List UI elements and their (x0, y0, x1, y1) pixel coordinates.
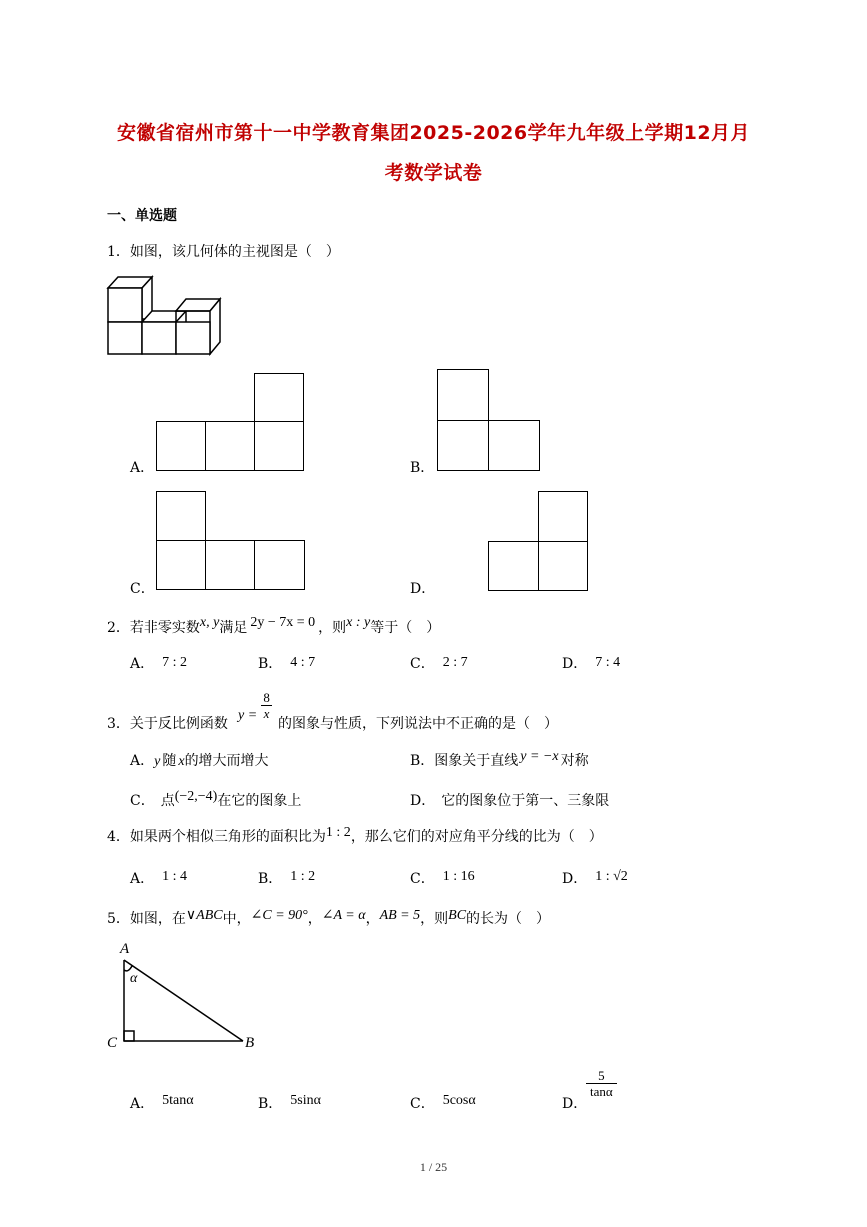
q5-option-d-fraction[interactable] (586, 1068, 617, 1099)
question-2-stem (107, 617, 440, 637)
question-1-stem: 1．如图，该几何体的主视图是（ ） (107, 244, 340, 260)
q3-option-a-label: A． (130, 753, 155, 769)
q4-option-a-label: A． (130, 871, 155, 887)
q5-option-c-label: C． (410, 1096, 435, 1112)
q5-option-a[interactable] (130, 1093, 194, 1113)
q5-fig-vertex-c: C (107, 1035, 118, 1051)
q2-option-a-value: 7 : 2 (162, 655, 188, 670)
q2-option-d[interactable] (562, 653, 620, 673)
q5-text-4: ， (365, 911, 380, 927)
q5-option-a-label: A． (130, 1096, 155, 1112)
q3-option-c[interactable] (130, 790, 301, 810)
q2-option-d-label: D． (562, 656, 588, 672)
q4-option-b-value: 1 : 2 (290, 869, 316, 884)
q1-option-b-label[interactable]: B． (410, 460, 435, 476)
title-line-1: 安徽省宿州市第十一中学教育集团2025-2026学年九年级上学期12月月 (116, 122, 751, 144)
q5-text-1: 5．如图，在 (107, 911, 186, 927)
q5-option-d-numerator: 5 (598, 1068, 605, 1083)
q5-option-c[interactable] (410, 1093, 476, 1113)
q2-option-b-value: 4 : 7 (290, 655, 316, 670)
q5-option-d[interactable] (562, 1093, 587, 1113)
q5-text-6: 的长为（ ） (466, 911, 551, 927)
q3-option-b[interactable] (410, 750, 589, 770)
q1-option-a-label[interactable]: A． (130, 460, 155, 476)
q5-option-d-denominator: tanα (586, 1083, 617, 1099)
q5-text-5: ，则 (420, 911, 449, 927)
q4-option-a-value: 1 : 4 (162, 869, 188, 884)
q2-option-c-label: C． (410, 656, 435, 672)
q3-option-d-text: 它的图象位于第一、三象限 (441, 793, 610, 809)
q4-ratio: 1 : 2 (325, 825, 351, 840)
q3-option-a-text-1: 随 (162, 753, 177, 769)
q5-option-b-value: 5sinα (290, 1093, 321, 1108)
q4-option-b-label: B． (258, 871, 283, 887)
q2-ratio: x : y (346, 615, 371, 630)
q4-option-d-value: 1 : √2 (595, 869, 628, 884)
q2-option-a-label: A． (130, 656, 155, 672)
q3-function-fraction (261, 690, 273, 721)
q3-option-a-text-2: 的增大而增大 (184, 753, 269, 769)
q3-option-b-text-2: 对称 (560, 753, 589, 769)
q3-function (238, 690, 272, 721)
q4-option-c-label: C． (410, 871, 435, 887)
q5-option-d-frac-body (586, 1068, 617, 1099)
q5-condition-3: AB = 5 (379, 908, 421, 923)
q3-option-b-label: B． (410, 753, 435, 769)
q2-text-3: ，则 (318, 620, 347, 636)
q3-option-c-point: (−2,−4) (174, 789, 218, 804)
q5-option-b-label: B． (258, 1096, 283, 1112)
q5-triangle: ∨ABC (185, 908, 223, 923)
q3-function-numerator: 8 (263, 690, 270, 705)
q4-option-b[interactable] (258, 868, 315, 888)
q3-option-d-label: D． (410, 793, 436, 809)
q5-option-b[interactable] (258, 1093, 321, 1113)
q4-option-c-value: 1 : 16 (442, 869, 475, 884)
q5-condition-2: ∠A = α (321, 908, 366, 923)
q3-option-a[interactable] (130, 750, 269, 770)
q5-option-c-value: 5cosα (442, 1093, 476, 1108)
q5-fig-alpha: α (130, 971, 138, 986)
question-3-stem-prefix: 3．关于反比例函数 (107, 716, 228, 732)
q3-option-a-var-x: x (178, 754, 185, 769)
q4-option-d-label: D． (562, 871, 588, 887)
q4-text-2: ，那么它们的对应角平分线的比为（ ） (350, 829, 603, 845)
q5-condition-1: ∠C = 90° (250, 908, 308, 923)
q1-option-d-label[interactable]: D． (410, 581, 436, 597)
q2-text-1: 2．若非零实数 (107, 620, 200, 636)
page-number: 1 / 25 (419, 1160, 448, 1174)
q5-fig-vertex-b: B (245, 1035, 255, 1051)
q2-option-c-value: 2 : 7 (442, 655, 468, 670)
q3-option-d[interactable] (410, 790, 609, 810)
q4-option-c[interactable] (410, 868, 475, 888)
q2-option-a[interactable] (130, 653, 187, 673)
q2-option-b-label: B． (258, 656, 283, 672)
q3-function-lhs: y = (238, 707, 258, 723)
title-line-2: 考数学试卷 (384, 162, 483, 184)
q3-option-b-text-1: 图象关于直线 (434, 753, 519, 769)
q5-option-a-value: 5tanα (162, 1093, 194, 1108)
q3-option-c-label: C． (130, 793, 155, 809)
question-1-solid-figure (100, 270, 240, 360)
q4-option-a[interactable] (130, 868, 187, 888)
q2-equation: 2y − 7x = 0 (250, 615, 316, 630)
q3-option-c-text-2: 在它的图象上 (217, 793, 302, 809)
q4-option-d[interactable] (562, 868, 628, 888)
q3-option-b-math: y = −x (520, 749, 559, 764)
q3-function-denominator: x (261, 705, 273, 721)
q2-option-c[interactable] (410, 653, 468, 673)
q2-option-b[interactable] (258, 653, 315, 673)
q2-text-2: 满足 (219, 620, 248, 636)
q5-target-side: BC (448, 908, 467, 923)
q3-option-a-var-y: y (154, 754, 161, 769)
question-5-stem (107, 908, 550, 928)
q5-text-2: 中， (222, 911, 251, 927)
q2-text-4: 等于（ ） (370, 620, 441, 636)
q3-option-c-text-1: 点 (160, 793, 175, 809)
question-4-stem (107, 826, 603, 846)
section-heading: 一、单选题 (107, 208, 177, 224)
q5-fig-vertex-a: A (120, 941, 130, 957)
question-3-stem-suffix: 的图象与性质，下列说法中不正确的是（ ） (278, 716, 558, 732)
q5-text-3: ， (307, 911, 322, 927)
q5-option-d-label: D． (562, 1096, 588, 1112)
q4-text-1: 4．如果两个相似三角形的面积比为 (107, 829, 326, 845)
q2-option-d-value: 7 : 4 (595, 655, 621, 670)
q1-option-c-label[interactable]: C． (130, 581, 155, 597)
q2-vars: x, y (199, 615, 220, 630)
